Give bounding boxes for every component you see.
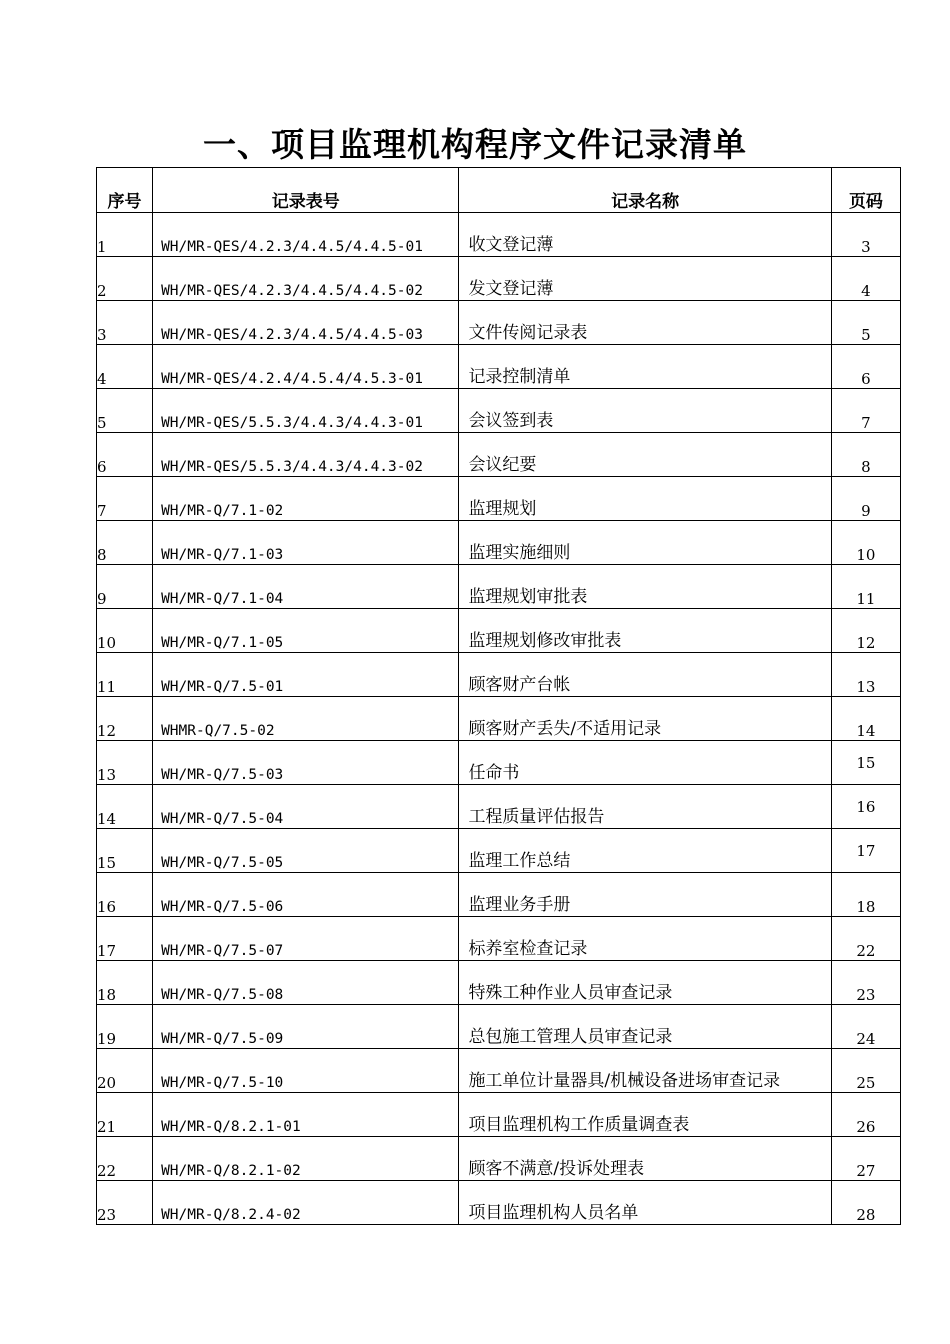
row-code-cell [153, 1137, 459, 1181]
row-page: 27 [831, 1137, 900, 1181]
row-seq: 5 [97, 389, 153, 433]
table-row [97, 1049, 901, 1093]
row-seq: 15 [97, 829, 153, 873]
row-code: WH/MR-Q/7.5-01 [161, 679, 284, 695]
row-name: 会议签到表 [468, 411, 554, 431]
header-page: 页码 [831, 168, 900, 213]
row-name: 监理规划修改审批表 [468, 631, 622, 651]
row-name: 文件传阅记录表 [468, 323, 588, 343]
row-page: 14 [831, 697, 900, 741]
row-name-cell [459, 521, 831, 565]
row-name-cell [459, 389, 831, 433]
row-seq: 16 [97, 873, 153, 917]
row-seq: 11 [97, 653, 153, 697]
row-name-cell [459, 609, 831, 653]
row-code: WH/MR-Q/8.2.1-01 [161, 1119, 301, 1135]
row-code-cell [153, 829, 459, 873]
row-name: 监理规划 [468, 499, 537, 519]
row-seq: 4 [97, 345, 153, 389]
table-row [97, 1137, 901, 1181]
row-name-cell [459, 741, 831, 785]
row-page: 17 [831, 829, 900, 873]
row-code: WH/MR-QES/4.2.3/4.4.5/4.4.5-02 [161, 283, 423, 299]
row-code: WH/MR-Q/7.1-04 [161, 591, 284, 607]
records-table [96, 167, 901, 1225]
row-seq: 19 [97, 1005, 153, 1049]
row-code: WHMR-Q/7.5-02 [161, 723, 275, 739]
row-page: 22 [831, 917, 900, 961]
row-code-cell [153, 1093, 459, 1137]
row-page: 4 [831, 257, 900, 301]
row-code: WH/MR-Q/7.5-04 [161, 811, 284, 827]
row-name-cell [459, 345, 831, 389]
row-seq: 2 [97, 257, 153, 301]
row-code: WH/MR-QES/4.2.3/4.4.5/4.4.5-03 [161, 327, 423, 343]
table-row [97, 653, 901, 697]
row-name: 监理业务手册 [468, 895, 571, 915]
row-code-cell [153, 477, 459, 521]
row-name-cell [459, 917, 831, 961]
row-page: 18 [831, 873, 900, 917]
row-page: 9 [831, 477, 900, 521]
row-code-cell [153, 1181, 459, 1225]
row-name: 监理规划审批表 [468, 587, 588, 607]
row-name: 项目监理机构人员名单 [468, 1203, 639, 1223]
table-row [97, 1181, 901, 1225]
row-name-cell [459, 1049, 831, 1093]
row-code: WH/MR-QES/4.2.4/4.5.4/4.5.3-01 [161, 371, 423, 387]
table-row [97, 785, 901, 829]
row-code-cell [153, 301, 459, 345]
row-code-cell [153, 1049, 459, 1093]
row-name-cell [459, 1137, 831, 1181]
table-row [97, 741, 901, 785]
row-name: 总包施工管理人员审查记录 [468, 1027, 673, 1047]
row-page: 10 [831, 521, 900, 565]
row-page: 7 [831, 389, 900, 433]
row-name-cell [459, 785, 831, 829]
header-name: 记录名称 [459, 168, 831, 213]
row-seq: 22 [97, 1137, 153, 1181]
row-code: WH/MR-Q/7.5-08 [161, 987, 284, 1003]
row-seq: 6 [97, 433, 153, 477]
row-page: 25 [831, 1049, 900, 1093]
row-name: 标养室检查记录 [468, 939, 588, 959]
row-code: WH/MR-Q/8.2.4-02 [161, 1207, 301, 1223]
row-page: 13 [831, 653, 900, 697]
row-code-cell [153, 213, 459, 257]
table-row [97, 477, 901, 521]
row-name: 监理工作总结 [468, 851, 571, 871]
row-name: 记录控制清单 [468, 367, 571, 387]
row-name-cell [459, 257, 831, 301]
row-seq: 1 [97, 213, 153, 257]
row-name: 顾客财产丢失/不适用记录 [468, 719, 662, 739]
table-row [97, 697, 901, 741]
row-page: 12 [831, 609, 900, 653]
row-page: 24 [831, 1005, 900, 1049]
row-seq: 17 [97, 917, 153, 961]
row-name-cell [459, 829, 831, 873]
row-name-cell [459, 433, 831, 477]
row-code: WH/MR-QES/5.5.3/4.4.3/4.4.3-02 [161, 459, 423, 475]
row-code-cell [153, 697, 459, 741]
row-code-cell [153, 257, 459, 301]
header-seq: 序号 [97, 168, 153, 213]
row-code: WH/MR-Q/7.1-02 [161, 503, 284, 519]
row-name: 项目监理机构工作质量调查表 [468, 1115, 690, 1135]
row-code-cell [153, 521, 459, 565]
row-seq: 13 [97, 741, 153, 785]
table-row [97, 345, 901, 389]
row-name-cell [459, 477, 831, 521]
row-code: WH/MR-Q/7.5-09 [161, 1031, 284, 1047]
page-title: 一、项目监理机构程序文件记录清单 [203, 125, 747, 164]
row-seq: 20 [97, 1049, 153, 1093]
row-page: 11 [831, 565, 900, 609]
row-name-cell [459, 873, 831, 917]
row-code: WH/MR-Q/7.5-05 [161, 855, 284, 871]
row-name-cell [459, 653, 831, 697]
row-page: 5 [831, 301, 900, 345]
row-name: 顾客财产台帐 [468, 675, 571, 695]
row-code-cell [153, 917, 459, 961]
row-code: WH/MR-Q/7.1-03 [161, 547, 284, 563]
row-page: 26 [831, 1093, 900, 1137]
table-row [97, 565, 901, 609]
row-code-cell [153, 785, 459, 829]
table-row [97, 829, 901, 873]
table-row [97, 213, 901, 257]
row-code-cell [153, 609, 459, 653]
row-name-cell [459, 1181, 831, 1225]
row-name: 监理实施细则 [468, 543, 571, 563]
row-code-cell [153, 345, 459, 389]
row-code: WH/MR-QES/5.5.3/4.4.3/4.4.3-01 [161, 415, 423, 431]
table-row [97, 1093, 901, 1137]
row-seq: 3 [97, 301, 153, 345]
row-name: 会议纪要 [468, 455, 537, 475]
row-page: 23 [831, 961, 900, 1005]
row-name-cell [459, 565, 831, 609]
row-seq: 18 [97, 961, 153, 1005]
row-name-cell [459, 961, 831, 1005]
row-code-cell [153, 961, 459, 1005]
row-code: WH/MR-QES/4.2.3/4.4.5/4.4.5-01 [161, 239, 423, 255]
row-seq: 23 [97, 1181, 153, 1225]
row-seq: 14 [97, 785, 153, 829]
row-name-cell [459, 213, 831, 257]
row-code-cell [153, 1005, 459, 1049]
row-page: 16 [831, 785, 900, 829]
row-code-cell [153, 653, 459, 697]
table-header-row [97, 168, 901, 213]
row-page: 3 [831, 213, 900, 257]
row-code: WH/MR-Q/7.5-06 [161, 899, 284, 915]
row-name: 施工单位计量器具/机械设备进场审查记录 [468, 1071, 781, 1091]
row-page: 28 [831, 1181, 900, 1225]
row-code-cell [153, 389, 459, 433]
row-code: WH/MR-Q/7.1-05 [161, 635, 284, 651]
table-row [97, 609, 901, 653]
row-name: 发文登记薄 [468, 279, 554, 299]
row-code-cell [153, 873, 459, 917]
row-page: 6 [831, 345, 900, 389]
row-seq: 12 [97, 697, 153, 741]
header-code: 记录表号 [153, 168, 459, 213]
row-name: 顾客不满意/投诉处理表 [468, 1159, 645, 1179]
table-row [97, 301, 901, 345]
row-code: WH/MR-Q/7.5-07 [161, 943, 284, 959]
row-name: 工程质量评估报告 [468, 807, 605, 827]
row-code-cell [153, 433, 459, 477]
row-code-cell [153, 565, 459, 609]
row-name: 收文登记薄 [468, 235, 554, 255]
row-page: 8 [831, 433, 900, 477]
table-row [97, 389, 901, 433]
row-name-cell [459, 1093, 831, 1137]
row-seq: 21 [97, 1093, 153, 1137]
row-seq: 8 [97, 521, 153, 565]
row-seq: 9 [97, 565, 153, 609]
table-row [97, 257, 901, 301]
row-seq: 10 [97, 609, 153, 653]
table-row [97, 917, 901, 961]
row-name-cell [459, 697, 831, 741]
row-code: WH/MR-Q/8.2.1-02 [161, 1163, 301, 1179]
row-page: 15 [831, 741, 900, 785]
row-name: 特殊工种作业人员审查记录 [468, 983, 673, 1003]
row-name-cell [459, 301, 831, 345]
row-code: WH/MR-Q/7.5-10 [161, 1075, 284, 1091]
table-row [97, 1005, 901, 1049]
row-name: 任命书 [468, 763, 520, 783]
table-row [97, 961, 901, 1005]
row-code-cell [153, 741, 459, 785]
row-code: WH/MR-Q/7.5-03 [161, 767, 284, 783]
table-row [97, 873, 901, 917]
row-seq: 7 [97, 477, 153, 521]
table-row [97, 433, 901, 477]
table-row [97, 521, 901, 565]
row-name-cell [459, 1005, 831, 1049]
